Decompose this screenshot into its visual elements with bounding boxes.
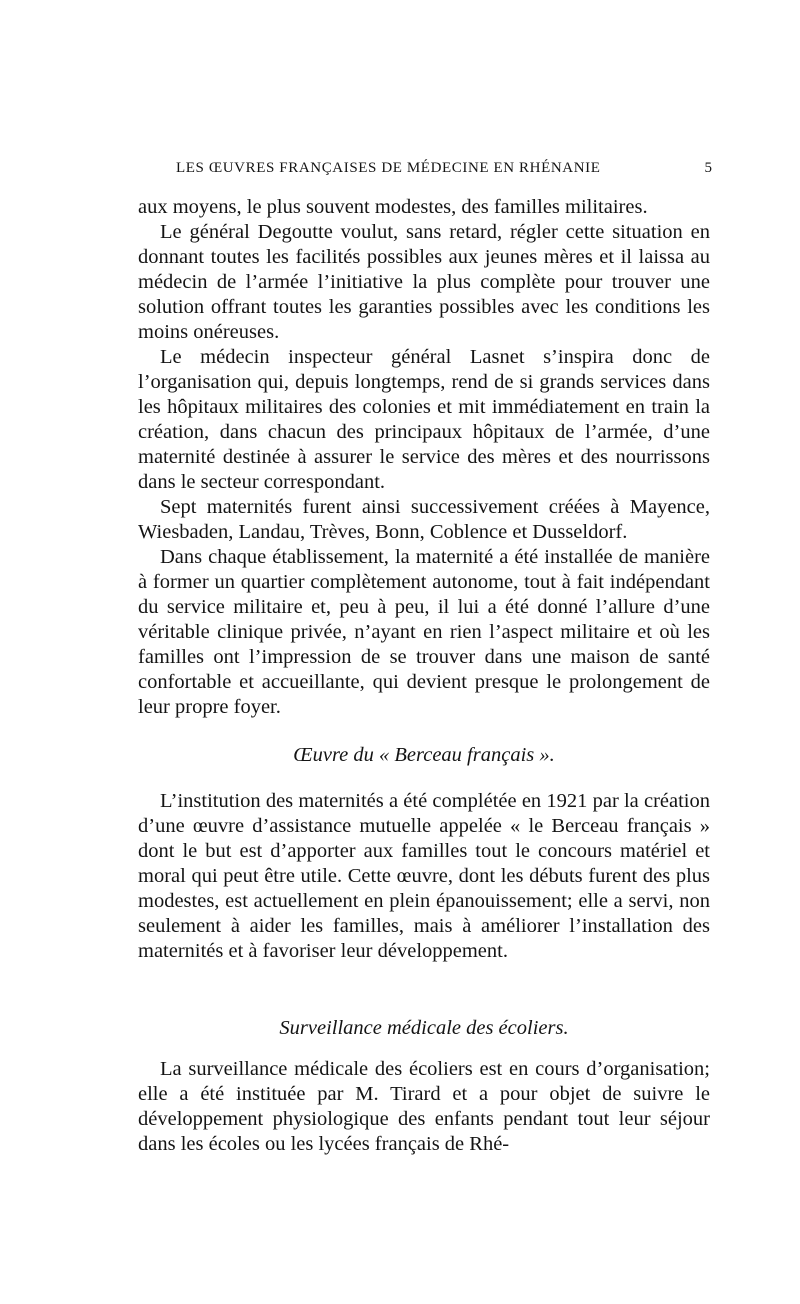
body-text-block — [138, 195, 710, 720]
paragraph-seven-maternities: Sept maternités furent ainsi successivement créées à Mayence, Wiesbaden, Landau, Trèves, Bonn, Coblence et Dusseldorf. — [138, 496, 710, 543]
paragraph-surveillance: La surveillance médicale des écoliers est en cours d’organisation; elle a été instituée par M. Tirard et a pour objet de suivre le développement physiologique des enfants pendant tout leur séjour dans les écoles ou les lycées français de Rhé- — [138, 1058, 710, 1155]
section-surveillance-text — [138, 1057, 710, 1157]
paragraph-degoutte: Le général Degoutte voulut, sans retard, régler cette situation en donnant toutes les facilités possibles aux jeunes mères et il laissa au médecin de l’armée l’initiative la plus complète pour trouver une solution offrant toutes les garanties possibles avec les conditions les moins onéreuses. — [138, 221, 710, 343]
paragraph-establishment: Dans chaque établissement, la maternité a été installée de manière à former un quartier complètement autonome, tout à fait indépendant du service militaire et, peu à peu, il lui a été donné l’allure d’une véritable clinique privée, n’ayant en rien l’aspect militaire et où les familles ont l’impression de se trouver dans une maison de santé confortable et accueillante, qui devient presque le prolongement de leur propre foyer. — [138, 546, 710, 718]
page-number: 5 — [704, 160, 712, 176]
paragraph-berceau: L’institution des maternités a été complétée en 1921 par la création d’une œuvre d’assistance mutuelle appelée « le Berceau français » dont le but est d’apporter aux familles tout le concours matériel et moral qui peut être utile. Cette œuvre, dont les débuts furent des plus modestes, est actuellement en plein épanouissement; elle a servi, non seulement à aider les familles, mais à améliorer l’installation des maternités et à favoriser leur développement. — [138, 790, 710, 962]
paragraph-lasnet: Le médecin inspecteur général Lasnet s’inspira donc de l’organisation qui, depuis longtemps, rend de si grands services dans les hôpitaux militaires des colonies et mit immédiatement en train la création, dans chacun des principaux hôpitaux de l’armée, d’une maternité destinée à assurer le service des mères et des nourrissons dans le secteur correspondant. — [138, 346, 710, 493]
section-berceau-text — [138, 789, 710, 964]
running-header — [138, 157, 712, 181]
section-heading-berceau: Œuvre du « Berceau français ». — [293, 744, 555, 766]
section-heading-surveillance: Surveillance médicale des écoliers. — [279, 1017, 569, 1039]
running-title: LES ŒUVRES FRANÇAISES DE MÉDECINE EN RHÉNANIE — [176, 160, 601, 176]
paragraph-continuation: aux moyens, le plus souvent modestes, des familles militaires. — [138, 196, 648, 218]
